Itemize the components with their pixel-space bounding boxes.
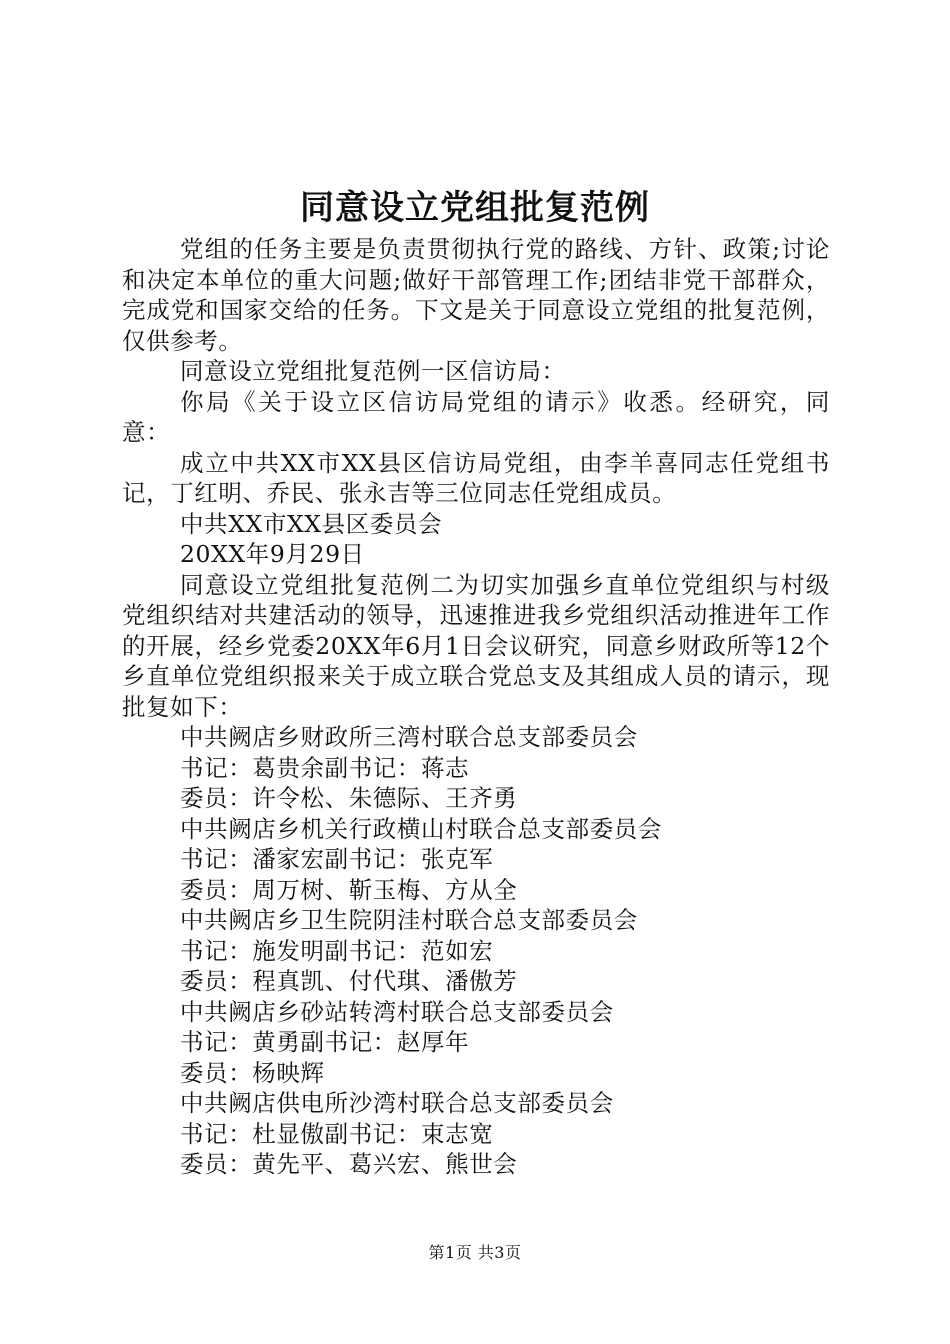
signature-date: 20XX年9月29日	[180, 540, 365, 568]
list-item: 委员：黄先平、葛兴宏、熊世会	[180, 1150, 518, 1178]
page-title: 同意设立党组批复范例	[300, 188, 650, 228]
list-item: 中共阙店乡卫生院阴洼村联合总支部委员会	[180, 906, 638, 934]
list-item: 书记：葛贵余副书记：蒋志	[180, 753, 470, 782]
list-item: 书记：潘家宏副书记：张克军	[180, 845, 494, 873]
request-paragraph: 你局《关于设立区信访局党组的请示》收悉。经研究，同意：	[122, 387, 830, 446]
list-item: 委员：程真凯、付代琪、潘傲芳	[180, 967, 518, 995]
list-item: 委员：杨映辉	[180, 1058, 325, 1087]
document-body	[122, 234, 830, 1180]
decision-paragraph: 成立中共XX市XX县区信访局党组，由李羊喜同志任党组书记，丁红明、乔民、张永吉等三位同志任党组成员。	[122, 448, 830, 507]
example-two-paragraph: 同意设立党组批复范例二为切实加强乡直单位党组织与村级党组织结对共建活动的领导，迅速推进我乡党组织活动推进年工作的开展，经乡党委20XX年6月1日会议研究，同意乡财政所等12个乡直单位党组织报来关于成立联合党总支及其组成人员的请示，现批复如下：	[122, 570, 830, 721]
example-one-heading: 同意设立党组批复范例一区信访局：	[180, 357, 566, 385]
list-item: 书记：施发明副书记：范如宏	[180, 936, 494, 965]
list-item: 委员：周万树、靳玉梅、方从全	[180, 875, 518, 904]
list-item: 中共阙店乡机关行政横山村联合总支部委员会	[180, 814, 662, 843]
intro-paragraph: 党组的任务主要是负责贯彻执行党的路线、方针、政策;讨论和决定本单位的重大问题;做好干部管理工作;团结非党干部群众，完成党和国家交给的任务。下文是关于同意设立党组的批复范例，仅供参考。	[122, 235, 830, 355]
list-item: 中共阙店乡财政所三湾村联合总支部委员会	[180, 723, 638, 751]
list-item: 中共阙店供电所沙湾村联合总支部委员会	[180, 1089, 614, 1117]
list-item: 中共阙店乡砂站转湾村联合总支部委员会	[180, 997, 614, 1026]
list-item: 委员：许令松、朱德际、王齐勇	[180, 784, 518, 812]
list-item: 书记：黄勇副书记：赵厚年	[180, 1028, 470, 1056]
page-footer: 第1页 共3页	[428, 1243, 522, 1262]
list-item: 书记：杜显傲副书记：束志宽	[180, 1119, 494, 1148]
signature-issuer: 中共XX市XX县区委员会	[180, 509, 443, 538]
